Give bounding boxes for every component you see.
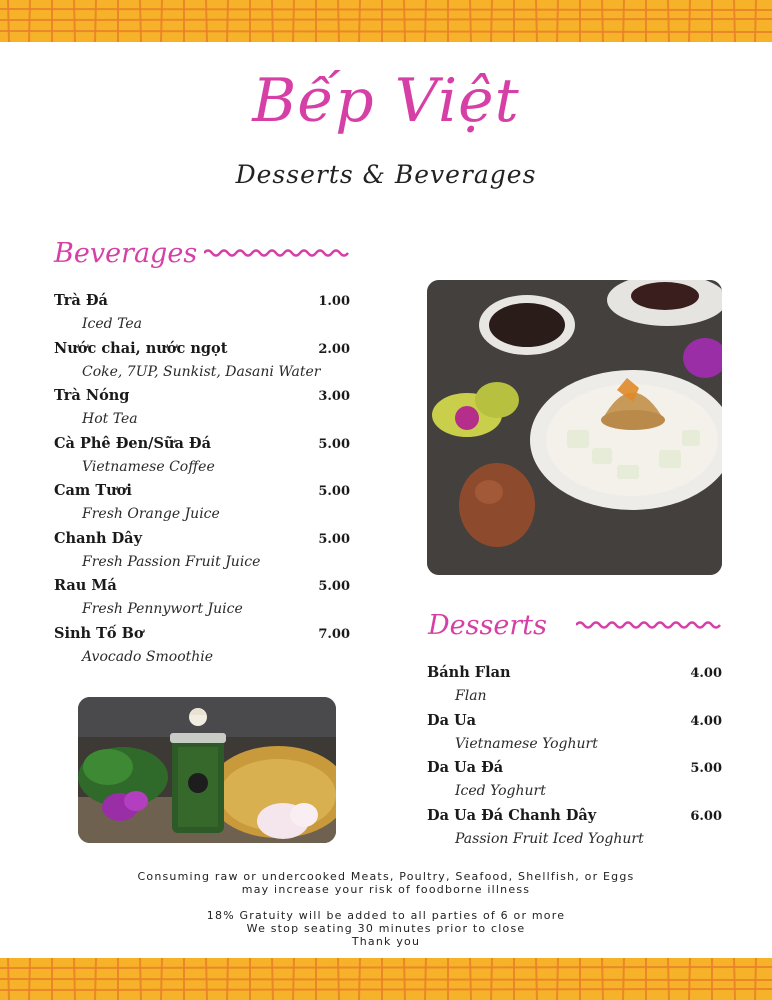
top-plaid-band: [0, 0, 772, 42]
menu-item: [427, 807, 722, 855]
menu-item-description: Iced Tea: [82, 316, 142, 332]
menu-item-price: 5.00: [318, 484, 350, 499]
menu-item-name: Da Ua Đá Chanh Dây: [427, 806, 597, 824]
menu-item-name: Rau Má: [54, 577, 117, 594]
menu-item-price: 4.00: [690, 666, 722, 681]
thank-you-note: Thank you: [351, 935, 421, 948]
menu-item-description: Passion Fruit Iced Yoghurt: [455, 830, 644, 847]
menu-item: [54, 340, 350, 388]
menu-item-description: Fresh Orange Juice: [82, 506, 220, 522]
beverages-squiggle-divider: [204, 246, 350, 260]
menu-item: [54, 292, 350, 340]
beverages-heading: Beverages: [54, 238, 198, 269]
menu-item-name: Trà Đá: [54, 292, 108, 309]
menu-item: [427, 712, 722, 760]
menu-item-price: 3.00: [318, 389, 350, 404]
plaid-pattern-bottom: [0, 958, 772, 1000]
menu-item-description: Hot Tea: [82, 411, 138, 427]
menu-item-price: 5.00: [318, 531, 350, 547]
beverages-list: [54, 292, 350, 672]
food-safety-warning-line2: may increase your risk of foodborne illness: [241, 883, 531, 896]
menu-item: [54, 625, 350, 673]
menu-item-price: 5.00: [318, 579, 350, 594]
menu-item: [427, 664, 722, 712]
menu-item-description: Avocado Smoothie: [82, 648, 214, 665]
menu-item-price: 5.00: [690, 761, 722, 776]
menu-item: [54, 577, 350, 625]
desserts-list: [427, 664, 722, 854]
menu-item-name: Sinh Tố Bơ: [54, 624, 144, 642]
menu-item-name: Bánh Flan: [427, 664, 511, 681]
menu-item-description: Coke, 7UP, Sunkist, Dasani Water: [82, 363, 321, 380]
menu-item-price: 4.00: [690, 713, 722, 729]
menu-item-name: Da Ua: [427, 711, 477, 729]
menu-item-name: Cam Tươi: [54, 482, 132, 499]
menu-item: [54, 435, 350, 483]
menu-item: [54, 387, 350, 435]
menu-item-name: Da Ua Đá: [427, 759, 504, 776]
menu-item-name: Trà Nóng: [54, 387, 130, 404]
menu-item: [54, 530, 350, 578]
menu-item-description: Fresh Pennywort Juice: [82, 601, 243, 617]
menu-item-name: Nước chai, nước ngọt: [54, 339, 228, 357]
gratuity-notice: 18% Gratuity will be added to all parties of 6 or more: [206, 909, 566, 922]
menu-item-price: 2.00: [318, 341, 350, 357]
restaurant-name: Bếp Việt: [252, 66, 520, 136]
menu-item: [54, 482, 350, 530]
plaid-pattern-top: [0, 0, 772, 42]
bottom-plaid-band: [0, 958, 772, 1000]
menu-item-description: Vietnamese Coffee: [82, 458, 215, 475]
menu-item-price: 5.00: [318, 436, 350, 452]
desserts-heading: Desserts: [428, 610, 547, 641]
seating-notice: We stop seating 30 minutes prior to close: [246, 922, 526, 935]
menu-item-name: Chanh Dây: [54, 529, 143, 547]
menu-item-name: Cà Phê Đen/Sữa Đá: [54, 434, 211, 452]
food-safety-warning-line1: Consuming raw or undercooked Meats, Poultry, Seafood, Shellfish, or Eggs: [137, 870, 635, 883]
green-drink-photo: [78, 697, 336, 843]
desserts-squiggle-divider: [576, 618, 722, 632]
menu-item-description: Fresh Passion Fruit Juice: [82, 553, 261, 570]
menu-item-price: 7.00: [318, 626, 350, 642]
menu-tagline: Desserts & Beverages: [235, 160, 537, 189]
menu-item-description: Vietnamese Yoghurt: [455, 735, 598, 752]
flan-dessert-photo: [427, 280, 722, 575]
menu-item-price: 6.00: [690, 808, 722, 824]
menu-item-price: 1.00: [318, 294, 350, 309]
menu-item-description: Iced Yoghurt: [455, 783, 546, 799]
menu-item-description: Flan: [455, 688, 487, 704]
menu-item: [427, 759, 722, 807]
